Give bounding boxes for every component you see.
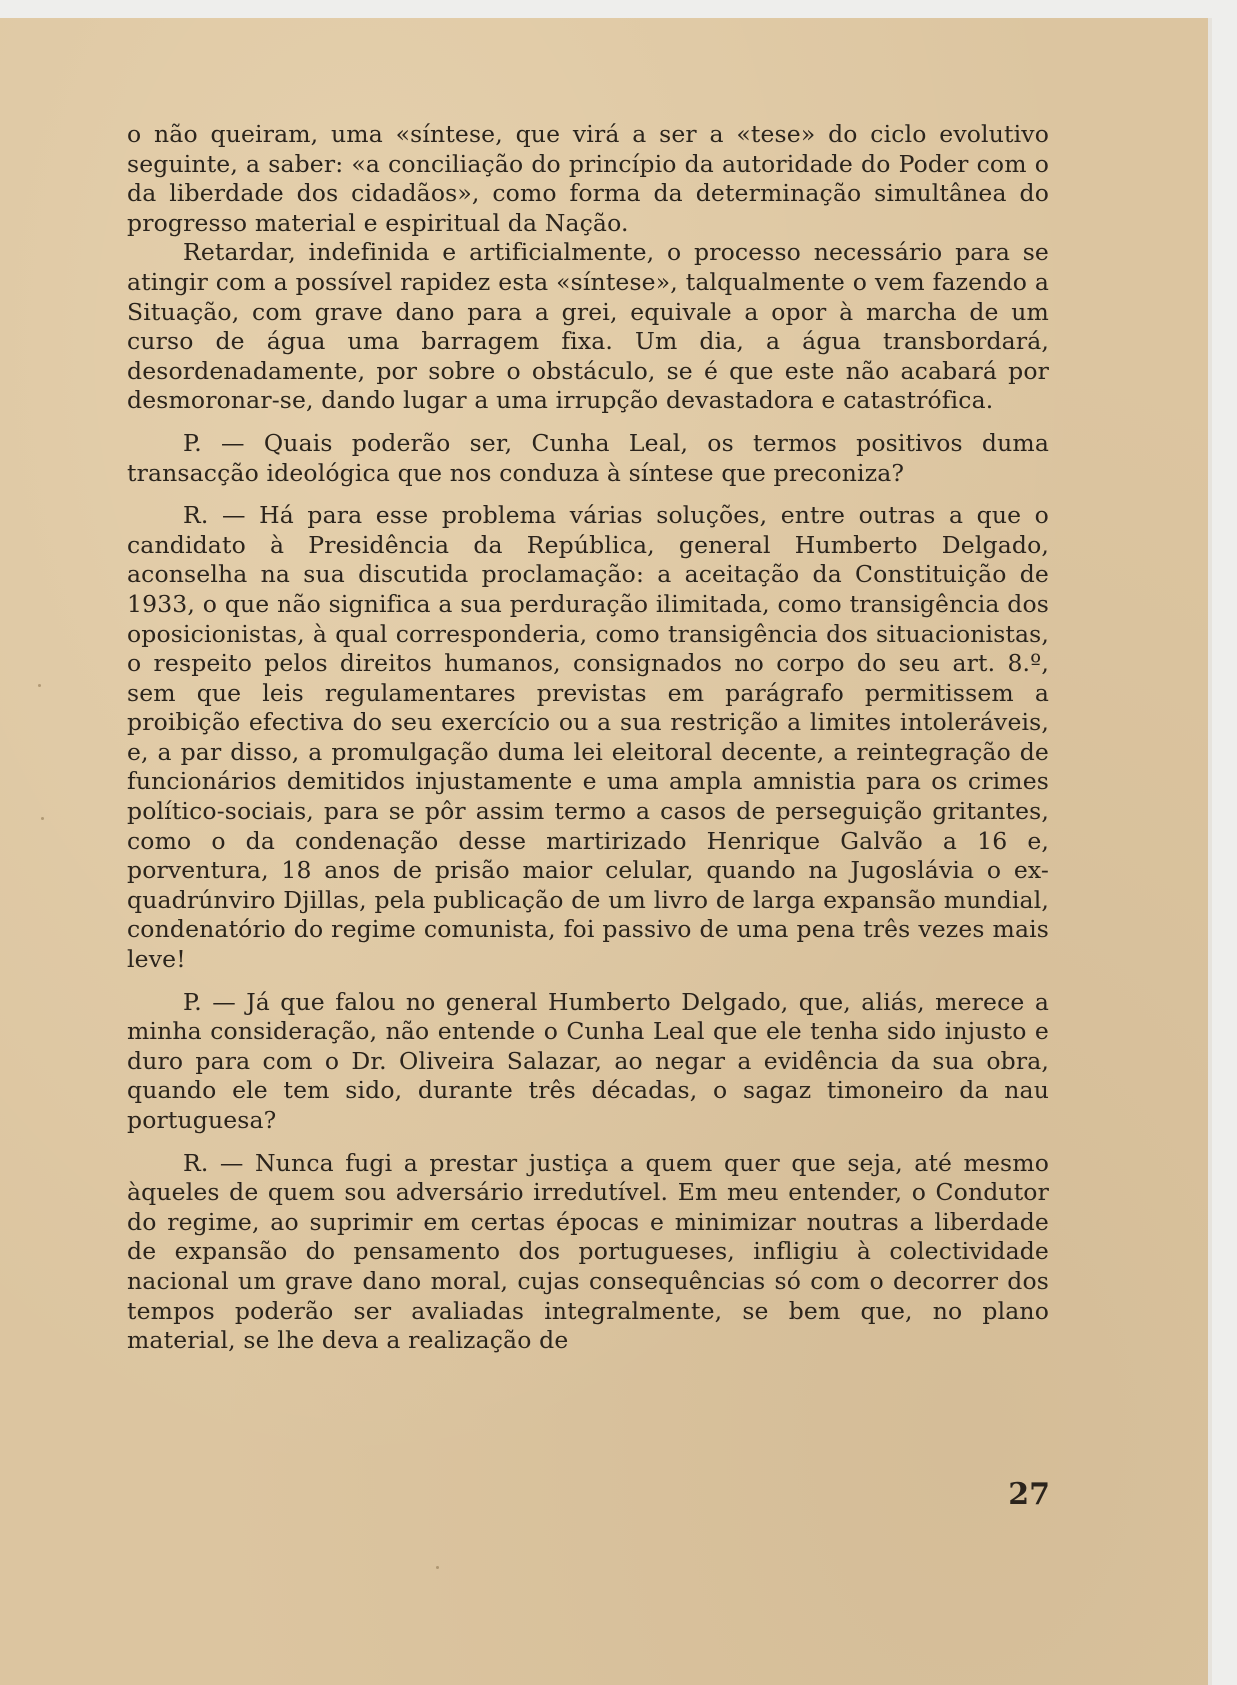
paper-speck — [436, 1566, 439, 1569]
page-edge — [1208, 18, 1212, 1685]
question-paragraph: P. — Já que falou no general Humberto Delgado, que, aliás, merece a minha consideração, não entende o Cunha Leal que ele tenha sido injusto e duro para com o Dr. Oliveira Salazar, ao negar a evidência da sua obra, quando ele tem sido, durante três décadas, o sagaz timoneiro da nau portuguesa? — [127, 987, 1049, 1134]
answer-paragraph: R. — Nunca fugi a prestar justiça a quem quer que seja, até mesmo àqueles de quem sou adversário irredutível. Em meu entender, o Condutor do regime, ao suprimir em certas épocas e minimizar noutras a liberdade de expansão do pensamento dos portugueses, infligiu à colectividade nacional um grave dano moral, cujas consequências só com o decorrer dos tempos poderão ser avaliadas integralmente, se bem que, no plano material, se lhe deva a realização de — [127, 1148, 1049, 1355]
answer-paragraph: R. — Há para esse problema várias soluções, entre outras a que o candidato à Presidência da República, general Humberto Delgado, aconselha na sua discutida proclamação: a aceitação da Constituição de 1933, o que não significa a sua perduração ilimitada, como transigência dos oposicionistas, à qual corresponderia, como transigência dos situacionistas, o respeito pelos direitos humanos, consignados no corpo do seu art. 8.º, sem que leis regulamentares previstas em parágrafo permitissem a proibição efectiva do seu exercício ou a sua restrição a limites intoleráveis, e, a par disso, a promulgação duma lei eleitoral decente, a reintegração de funcionários demitidos injustamente e uma ampla amnistia para os crimes político-sociais, para se pôr assim termo a casos de perseguição gritantes, como o da condenação desse martirizado Henrique Galvão a 16 e, porventura, 18 anos de prisão maior celular, quando na Jugoslávia o ex-quadrúnviro Djillas, pela publicação de um livro de larga expansão mundial, condenatório do regime comunista, foi passivo de uma pena três vezes mais leve! — [127, 501, 1049, 974]
question-paragraph: P. — Quais poderão ser, Cunha Leal, os termos positivos duma transacção ideológica que nos conduza à síntese que preconiza? — [127, 428, 1049, 487]
paragraph: Retardar, indefinida e artificialmente, o processo necessário para se atingir com a possível rapidez esta «síntese», talqualmente o vem fazendo a Situação, com grave dano para a grei, equivale a opor à marcha de um curso de água uma barragem fixa. Um dia, a água transbordará, desordenadamente, por sobre o obstáculo, se é que este não acabará por desmoronar-se, dando lugar a uma irrupção devastadora e catastrófica. — [127, 238, 1049, 415]
page-number: 27 — [1008, 1477, 1050, 1512]
paper-speck — [41, 817, 44, 820]
paper-speck — [38, 684, 41, 687]
body-text — [127, 120, 1049, 1356]
paragraph: o não queiram, uma «síntese, que virá a ser a «tese» do ciclo evolutivo seguinte, a saber: «a conciliação do princípio da autoridade do Poder com o da liberdade dos cidadãos», como forma da determinação simultânea do progresso material e espiritual da Nação. — [127, 120, 1049, 237]
